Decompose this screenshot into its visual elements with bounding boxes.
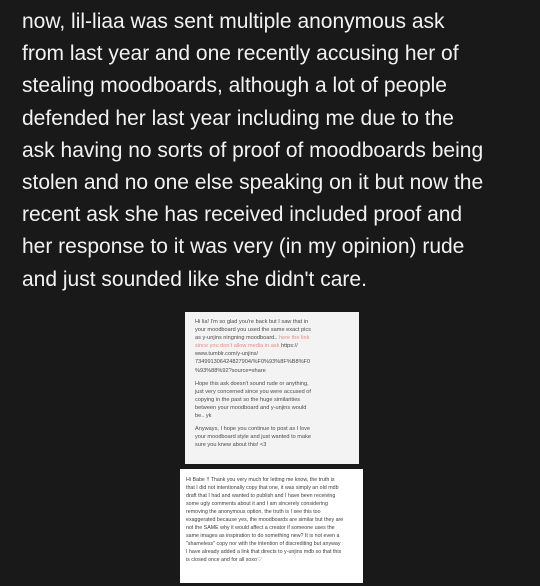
post-line: defended her last year including me due to the <box>22 106 454 130</box>
ask-line: Hi lia! I'm so glad you're back but I saw that in <box>195 319 309 325</box>
ask-line: copying in the past so the huge similarities <box>195 396 301 403</box>
answer-line: some ugly comments about it and I am sincerely considering <box>186 501 328 507</box>
answer-line: I have already added a link that directs to y-unjins mdb so that this <box>186 549 342 555</box>
answer-line: is closed once and for all xoxo♡ <box>186 557 262 563</box>
post-line: stealing moodboards, although a lot of people <box>22 74 447 98</box>
ask-link-highlight: here the link <box>278 335 310 342</box>
ask-line: sure you knew about this! <3 <box>195 442 267 449</box>
answer-line: "shameless" copy nor with the intention of discrediting but anyway <box>186 541 341 547</box>
post-line: recent ask she has received included proof and <box>22 203 463 227</box>
answer-line: not the SAME why it would affect a creator if someone uses the <box>186 525 335 531</box>
ask-line: between your moodboard and y-unjins would <box>195 404 307 411</box>
ask-highlight-text: since you don't allow media in ask <box>195 343 280 350</box>
answer-line: that I did not intentionally copy that one, it was simply an old mdb <box>186 485 339 491</box>
ask-text: as y-unjins ningning moodboard.. <box>195 335 279 342</box>
ask-line: just very concerned since you were accused of <box>195 388 311 395</box>
ask-line: Hope this ask doesn't sound rude or anything, <box>195 380 309 387</box>
answer-line: Hi Babe !! Thank you very much for letting me know, the truth is <box>186 477 335 483</box>
ask-line: 734991306424827904/%F0%93%8F%B8%F0 <box>195 359 311 366</box>
post-body <box>22 6 527 296</box>
post-line: from last year and one recently accusing her of <box>22 42 459 66</box>
answer-screenshot <box>180 469 363 583</box>
ask-line: be.. yk <box>195 413 212 420</box>
ask-line: www.tumblr.com/y-unjins/ <box>195 351 259 358</box>
ask-paragraph-1 <box>195 318 350 375</box>
ask-line: %93%88%92?source=share <box>195 367 266 374</box>
ask-line: your moodboard style and just wanted to make <box>195 434 311 441</box>
ask-paragraph-2 <box>195 380 350 420</box>
ask-screenshot <box>185 312 359 464</box>
post-line: her response to it was very (in my opinion) rude <box>22 235 465 259</box>
ask-line <box>195 334 350 342</box>
answer-line: same images as inspiration to do something new? It is not even a <box>186 533 340 539</box>
answer-line: exaggerated because yes, the moodboards are similar but they are <box>186 517 344 523</box>
ask-line: Anyways, I hope you continue to post as I love <box>195 426 311 433</box>
post-line: now, lil-liaa was sent multiple anonymous ask <box>22 10 445 33</box>
post-line: ask having no sorts of proof of moodboards being <box>22 138 484 162</box>
post-line: stolen and no one else speaking on it but now the <box>22 171 484 195</box>
post-line: and just sounded like she didn't care. <box>22 267 367 291</box>
answer-line: draft that I had and wanted to publish and I have been receiving <box>186 493 336 499</box>
ask-text: https:// <box>279 343 298 350</box>
answer-line: removing the anonymous option, the truth is I see this too <box>186 509 321 515</box>
ask-paragraph-3 <box>195 425 350 449</box>
ask-line <box>195 342 350 350</box>
ask-line: your moodboard you used the same exact pics <box>195 327 311 334</box>
